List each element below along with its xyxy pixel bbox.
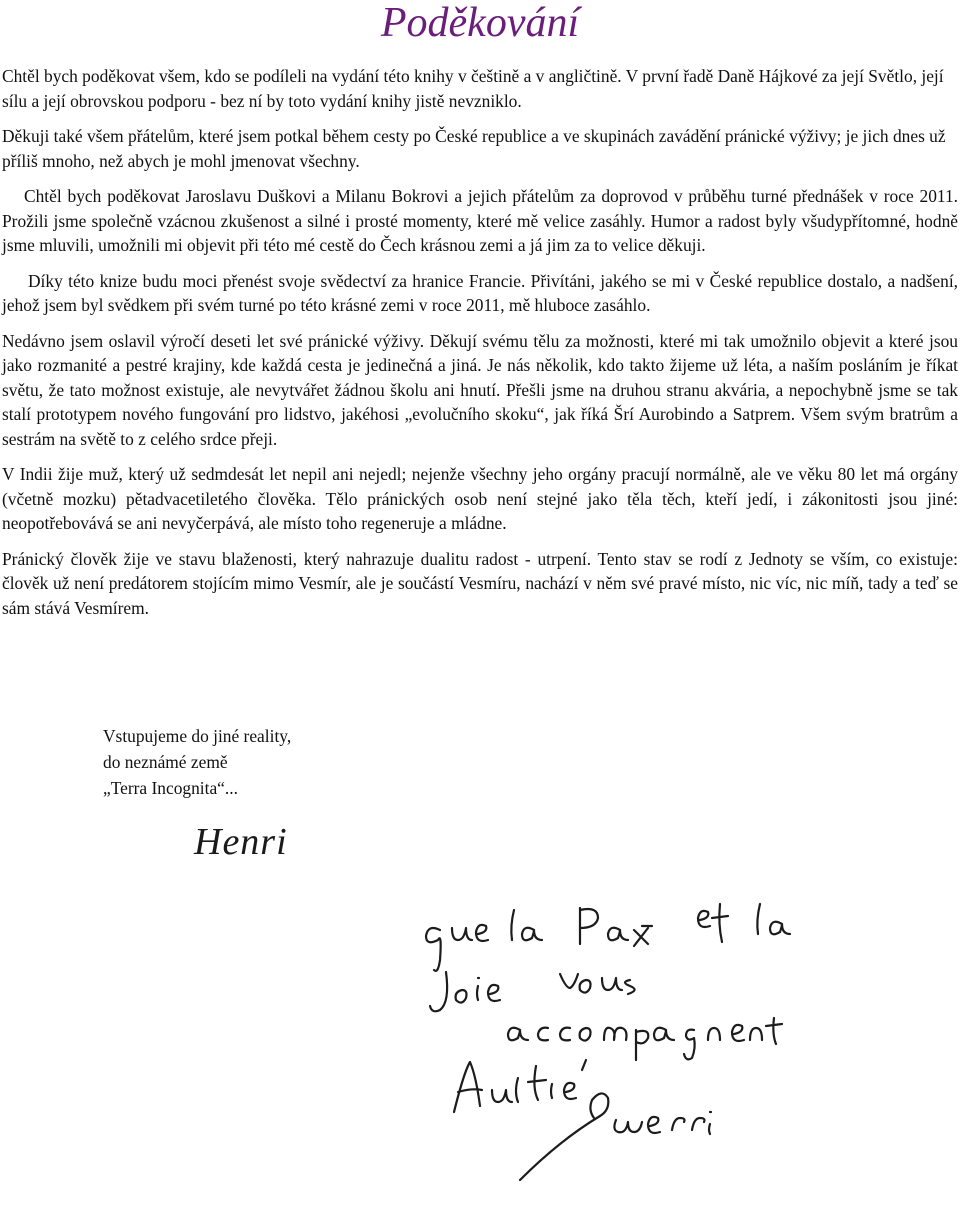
paragraph-2: Děkuji také všem přátelům, které jsem potkal během cesty po České republice a ve skupinách zavádění pránické výživy; je jich dnes už příliš mnoho, než abych je mohl jmenovat všechny. xyxy=(2,126,946,171)
paragraph-3: Chtěl bych poděkovat Jaroslavu Duškovi a Milanu Bokrovi a jejich přátelům za doprovod v průběhu turné přednášek v roce 2011. Prožili jsme společně vzácnou zkušenost a silné i prosté momenty, které mě velice zasáhly. Humor a radost byly všudypřítomné, hodně jsme mluvili, umožnili mi objevit při této mé cestě do Čech krásnou zemi a já jim za to velice děkuji. xyxy=(2,186,958,255)
verse-line-2: do neznámé země xyxy=(103,752,228,772)
paragraph-1: Chtěl bych poděkovat všem, kdo se podíleli na vydání této knihy v češtině a v angličtině. V první řadě Daně Hájkové za její Světlo, její sílu a její obrovskou podporu - bez ní by toto vydání knihy jistě nevzniklo. xyxy=(2,66,944,111)
handwritten-note-signature xyxy=(410,890,830,1190)
paragraph-7: Pránický člověk žije ve stavu blaženosti, který nahrazuje dualitu radost - utrpení. Tento stav se rodí z Jednoty se vším, co existuje: člověk už není predátorem stojícím mimo Vesmír, ale je součástí Vesmíru, nachází v něm své pravé místo, nic víc, nic míň, tady a teď se sám stává Vesmírem. xyxy=(2,548,958,618)
paragraph-6: V Indii žije muž, který už sedmdesát let nepil ani nejedl; nejenže všechny jeho orgány pracují normálně, ale ve věku 80 let má orgány (včetně mozku) pětadvacetiletého člověka. Tělo pránických osob není stejné jako těla těch, kteří jedí, i zákonitosti jsou jiné: neopotřebovává se ani nevyčerpává, ale místo toho regeneruje a mládne. xyxy=(2,464,958,533)
typed-signature: Henri xyxy=(194,821,288,863)
verse-line-1: Vstupujeme do jiné reality, xyxy=(103,726,292,746)
paragraph-5: Nedávno jsem oslavil výročí deseti let své pránické výživy. Děkují svému tělu za možnosti, které mi tak umožnilo objevit a které jsou jako rozmanité a pestré krajiny, kde každá cesta je jedinečná a jiná. Je nás několik, kdo takto žijeme už léta, a naším posláním je říkat světu, že tato možnost existuje, ale nevytvářet žádnou školu ani hnutí. Přešli jsme na druhou stranu akvária, a nepochybně jsme se tak stalí prototypem nového fungování pro lidstvo, jakéhosi „evolučního skoku“, jak říká Šrí Aurobindo a Satprem. Všem svým bratrům a sestrám na světě to z celého srdce přeji. xyxy=(2,330,958,449)
acknowledgements-body xyxy=(2,64,958,631)
closing-verse xyxy=(103,723,291,801)
paragraph-4: Díky této knize budu moci přenést svoje svědectví za hranice Francie. Přivítáni, jakého se mi v České republice dostalo, a nadšení, jehož jsem byl svědkem při svém turné po této krásné zemi v roce 2011, mě hluboce zasáhlo. xyxy=(2,270,958,315)
verse-line-3: „Terra Incognita“... xyxy=(103,778,238,798)
page-title: Poděkování xyxy=(380,0,580,46)
